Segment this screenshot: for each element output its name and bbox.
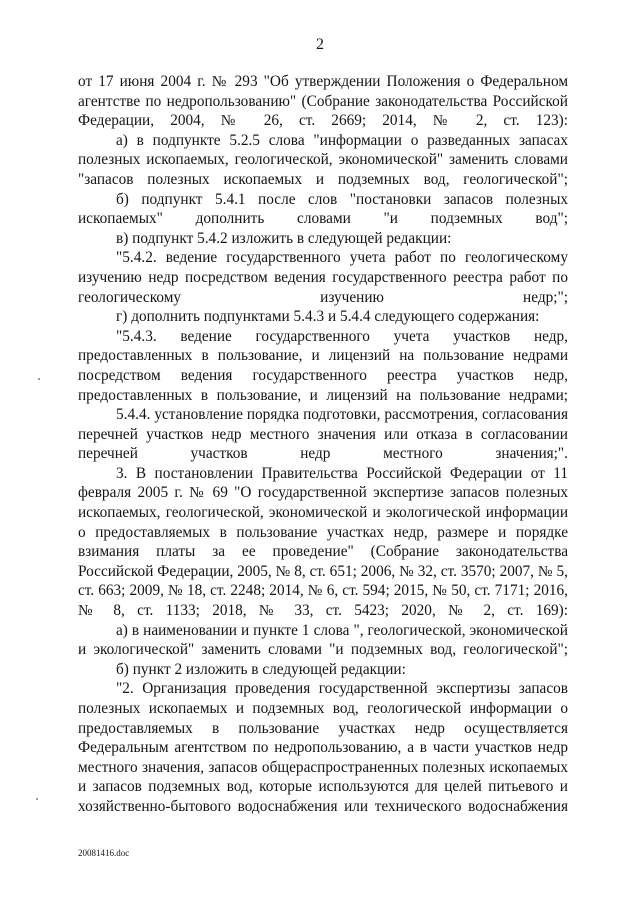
paragraph: б) пункт 2 изложить в следующей редакции: bbox=[116, 660, 406, 678]
paragraph: "5.4.3. ведение государственного учета участков недр, предоставленных в пользование, и лицензий на пользование недрами посредством ведения государственного реестра участков недр, предоставленных в пользование, и лицензий на пользование недрами; bbox=[78, 327, 568, 404]
paragraph: 5.4.4. установление порядка подготовки, рассмотрения, согласования перечней участков недр местного значения или отказа в согласовании перечней участков недр местного значения;". bbox=[78, 406, 568, 463]
scan-speck bbox=[38, 378, 40, 380]
paragraph: а) в подпункте 5.2.5 слова "информации о разведанных запасах полезных ископаемых, геологической, экономической" заменить словами "запасов полезных ископаемых и подземных вод, геологической"; bbox=[78, 131, 568, 188]
paragraph: от 17 июня 2004 г. № 293 "Об утверждении Положения о Федеральном агентстве по недропользованию" (Собрание законодательства Российской Федерации, 2004, № 26, ст. 2669; 2014, № 2, ст. 123): bbox=[78, 73, 568, 130]
paragraph: "2. Организация проведения государственной экспертизы запасов полезных ископаемых и подземных вод, геологической информации о предоставляемых в пользование участках недр осуществляется Федеральным агентством по недропользованию, а в части участков недр местного значения, запасов общераспространенных полезных ископаемых и запасов подземных вод, которые используются для целей питьевого и хозяйственно-бытового водоснабжения или технического водоснабжения bbox=[78, 680, 568, 815]
paragraph: г) дополнить подпунктами 5.4.3 и 5.4.4 следующего содержания: bbox=[116, 308, 540, 326]
paragraph: а) в наименовании и пункте 1 слова ", геологической, экономической и экологической" заменить словами "и подземных вод, геологической"; bbox=[78, 621, 568, 659]
footer-file-code: 20081416.doc bbox=[78, 848, 130, 858]
paragraph: 3. В постановлении Правительства Российской Федерации от 11 февраля 2005 г. № 69 "О государственной экспертизе запасов полезных ископаемых, геологической, экономической и экологической информации о предоставляемых в пользование участках недр, размере и порядке взимания платы за ее проведение" (Собрание законодательства Российской Федерации, 2005, № 8, ст. 651; 2006, № 32, ст. 3570; 2007, № 5, ст. 663; 2009, № 18, ст. 2248; 2014, № 6, ст. 594; 2015, № 50, ст. 7171; 2016, № 8, ст. 1133; 2018, № 33, ст. 5423; 2020, № 2, ст. 169): bbox=[78, 464, 568, 620]
document-body bbox=[78, 72, 568, 817]
paragraph: в) подпункт 5.4.2 изложить в следующей редакции: bbox=[116, 229, 452, 247]
paragraph: б) подпункт 5.4.1 после слов "постановки запасов полезных ископаемых" дополнить словами "и подземных вод"; bbox=[78, 190, 568, 228]
scan-speck bbox=[36, 798, 38, 800]
page-number: 2 bbox=[316, 36, 324, 53]
paragraph: "5.4.2. ведение государственного учета работ по геологическому изучению недр посредством ведения государственного реестра работ по геологическому изучению недр;"; bbox=[78, 249, 568, 306]
